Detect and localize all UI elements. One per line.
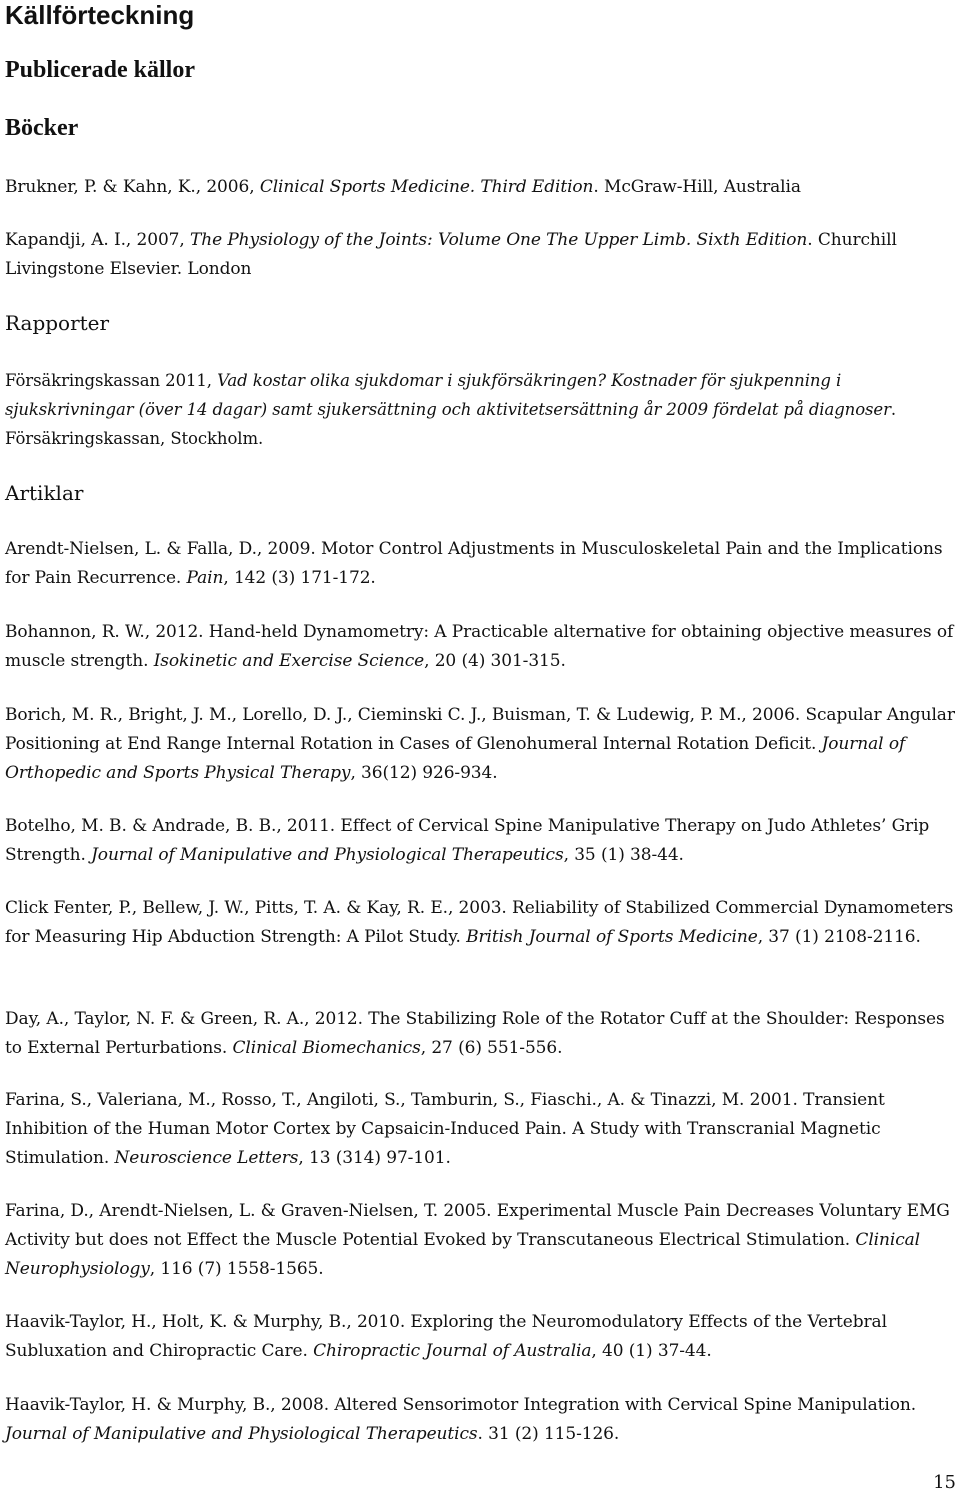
books-heading: Böcker — [5, 115, 79, 141]
reference-article-10: Haavik-Taylor, H. & Murphy, B., 2008. Altered Sensorimotor Integration with Cervical Spine Manipulation. Journal of Manipulative and Physiological Therapeutics. 31 (2) 115-126. — [5, 1395, 917, 1444]
page-number: 15 — [933, 1472, 956, 1493]
reference-book-1: Brukner, P. & Kahn, K., 2006, Clinical Sports Medicine. Third Edition. McGraw-Hill, Australia — [5, 177, 801, 197]
published-heading: Publicerade källor — [5, 57, 195, 83]
reference-article-7: Farina, S., Valeriana, M., Rosso, T., Angiloti, S., Tamburin, S., Fiaschi., A. & Tinazzi, M. 2001. Transient Inhibition of the Human Motor Cortex by Capsaicin-Induced Pain. A Study with Transcranial Magnetic Stimulation. Neuroscience Letters, 13 (314) 97-101. — [5, 1090, 885, 1168]
reference-article-6: Day, A., Taylor, N. F. & Green, R. A., 2012. The Stabilizing Role of the Rotator Cuff at the Shoulder: Responses to External Perturbations. Clinical Biomechanics, 27 (6) 551-556. — [5, 1009, 945, 1058]
reference-article-1: Arendt-Nielsen, L. & Falla, D., 2009. Motor Control Adjustments in Musculoskeletal Pain and the Implications for Pain Recurrence. Pain, 142 (3) 171-172. — [5, 539, 943, 588]
reference-article-4: Botelho, M. B. & Andrade, B. B., 2011. Effect of Cervical Spine Manipulative Therapy on Judo Athletes’ Grip Strength. Journal of Manipulative and Physiological Therapeutics, 35 (1) 38-44. — [5, 816, 930, 865]
reference-article-3: Borich, M. R., Bright, J. M., Lorello, D. J., Cieminski C. J., Buisman, T. & Ludewig, P. M., 2006. Scapular Angular Positioning at End Range Internal Rotation in Cases of Glenohumeral Internal Rotation Deficit. Journal of Orthopedic and Sports Physical Therapy, 36(12) 926-934. — [5, 705, 955, 783]
reference-article-2: Bohannon, R. W., 2012. Hand-held Dynamometry: A Practicable alternative for obtaining objective measures of muscle strength. Isokinetic and Exercise Science, 20 (4) 301-315. — [5, 622, 954, 671]
reference-article-5: Click Fenter, P., Bellew, J. W., Pitts, T. A. & Kay, R. E., 2003. Reliability of Stabilized Commercial Dynamometers for Measuring Hip Abduction Strength: A Pilot Study. British Journal of Sports Medicine, 37 (1) 2108-2116. — [5, 898, 954, 947]
reference-article-9: Haavik-Taylor, H., Holt, K. & Murphy, B., 2010. Exploring the Neuromodulatory Effects of the Vertebral Subluxation and Chiropractic Care. Chiropractic Journal of Australia, 40 (1) 37-44. — [5, 1312, 887, 1361]
reference-report-1: Försäkringskassan 2011, Vad kostar olika sjukdomar i sjukförsäkringen? Kostnader för sjukpenning i sjukskrivningar (över 14 dagar) samt sjukersättning och aktivitetsersättning år 2009 fördelat på diagnoser. Försäkringskassan, Stockholm. — [5, 371, 897, 448]
reference-article-8: Farina, D., Arendt-Nielsen, L. & Graven-Nielsen, T. 2005. Experimental Muscle Pain Decreases Voluntary EMG Activity but does not Effect the Muscle Potential Evoked by Transcutaneous Electrical Stimulation. Clinical Neurophysiology, 116 (7) 1558-1565. — [5, 1201, 950, 1279]
reference-book-2: Kapandji, A. I., 2007, The Physiology of the Joints: Volume One The Upper Limb. Sixth Edition. Churchill Livingstone Elsevier. London — [5, 230, 897, 279]
articles-heading: Artiklar — [5, 481, 84, 505]
page-title: Källförteckning — [5, 0, 195, 30]
reports-heading: Rapporter — [5, 311, 110, 335]
